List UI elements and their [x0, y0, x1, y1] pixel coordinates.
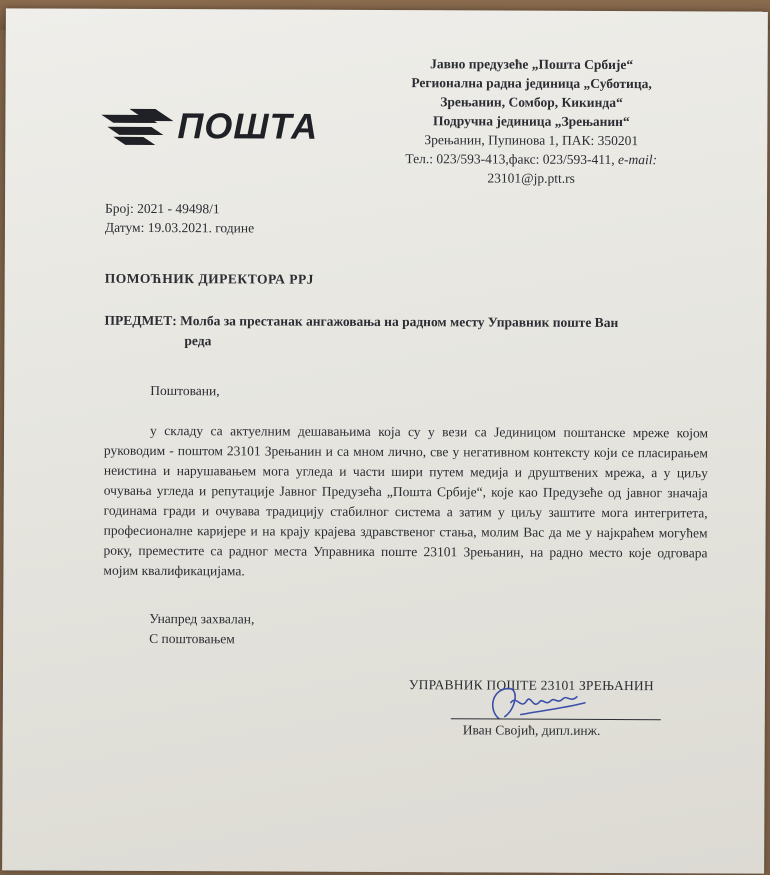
- sender-address: Зрењанин, Пупинова 1, ПАК: 350201: [424, 132, 639, 149]
- post-logo: [99, 105, 339, 156]
- handwritten-signature: [481, 680, 591, 726]
- recipient: ПОМОЋНИК ДИРЕКТОРА РРЈ: [104, 270, 314, 287]
- subject-label: ПРЕДМЕТ:: [104, 312, 177, 329]
- closing-regards: С поштовањем: [149, 630, 235, 647]
- post-logo-text: ПОШТА: [177, 105, 319, 147]
- subject-text: Молба за престанак ангажовања на радном месту Управник поште Ван: [180, 313, 619, 331]
- sender-company: Јавно предузеће „Пошта Србије“: [430, 56, 634, 73]
- letter-body: у складу са актуелним дешавањима која су у вези са Јединицом поштанске мреже којом руководим - поштом 23101 Зрењанин и са мном лично, све у негативном контексту који се пласирањем неистина и нарушавањем мога угледа и части шири путем медија и друштвених мрежа, а у циљу очувања угледа и репутације Јавног Предузећа „Пошта Србије“, које као Предузеће од јавног значаја годинама гради и очувава традицију стабилног система а затим у циљу заштите мога интегритета, професионалне каријере и на крају крајева здравственог стања, молим Вас да ме у најкраћем могућем року, преместите са радног места Управника поште 23101 Зрењанин, на радно место које одговара мојим квалификацијама.: [103, 422, 709, 579]
- sender-region-cont: Зрењанин, Сомбор, Кикинда“: [440, 94, 623, 111]
- sender-unit: Подручна јединица „Зрењанин“: [433, 113, 630, 130]
- sender-contacts: [341, 149, 721, 170]
- subject-continuation: реда: [184, 333, 212, 349]
- greeting: Поштовани,: [150, 382, 220, 399]
- closing-block: [149, 609, 254, 649]
- post-logo-icon: [99, 107, 175, 147]
- signatory-title: УПРАВНИК ПОШТЕ 23101 ЗРЕЊАНИН: [408, 677, 654, 694]
- letter-page: [2, 8, 768, 873]
- subject-block: [104, 311, 704, 354]
- signatory-name: Иван Својић, дипл.инж.: [462, 722, 601, 738]
- sender-email-label: e-mail:: [618, 152, 658, 168]
- sender-email: 23101@jp.ptt.rs: [487, 170, 575, 186]
- sender-phone: Тел.: 023/593-413,факс: 023/593-411,: [405, 151, 615, 167]
- closing-thanks: Унапред захвалан,: [149, 610, 255, 627]
- reference-number: Број: 2021 - 49498/1: [104, 200, 220, 217]
- sender-address-block: [341, 54, 722, 189]
- reference-date: Датум: 19.03.2021. године: [104, 219, 255, 236]
- sender-region: Регионална радна јединица „Суботица,: [411, 75, 652, 92]
- reference-block: [105, 199, 254, 238]
